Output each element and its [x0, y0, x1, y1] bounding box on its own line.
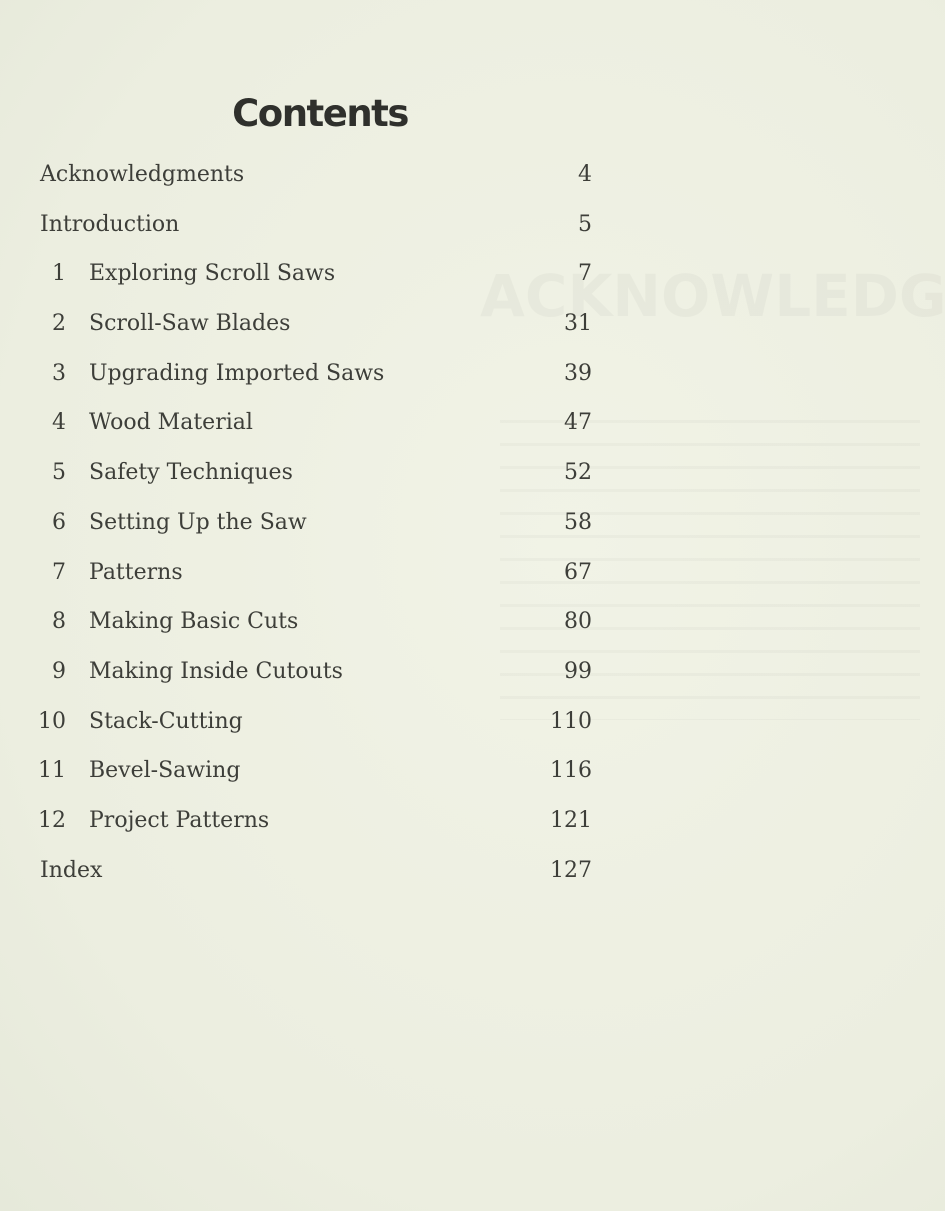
toc-entry: [0, 548, 640, 598]
toc-entry: [0, 249, 640, 299]
toc-page-number: 47: [564, 410, 592, 436]
toc-entry-title: Upgrading Imported Saws: [89, 360, 385, 386]
toc-entry: [0, 200, 640, 250]
toc-chapter-number: 4: [52, 410, 66, 436]
toc-chapter-number: 12: [38, 807, 66, 833]
toc-chapter-number: 2: [52, 311, 66, 337]
toc-entry-title: Introduction: [40, 211, 180, 237]
toc-chapter-number: 5: [52, 460, 66, 486]
table-of-contents: [0, 150, 640, 895]
toc-entry-title: Scroll-Saw Blades: [89, 311, 291, 337]
toc-entry-title: Project Patterns: [89, 807, 270, 833]
toc-page-number: 58: [564, 509, 592, 535]
toc-page-number: 31: [564, 311, 592, 337]
toc-page-number: 39: [564, 360, 592, 386]
toc-page-number: 7: [578, 261, 592, 287]
toc-entry: [0, 498, 640, 548]
toc-entry: [0, 746, 640, 796]
toc-entry-title: Exploring Scroll Saws: [89, 261, 336, 287]
toc-page-number: 110: [550, 708, 592, 734]
toc-chapter-number: 1: [52, 261, 66, 287]
toc-entry-title: Patterns: [89, 559, 183, 585]
toc-entry-title: Acknowledgments: [40, 162, 245, 187]
toc-page-number: 67: [564, 559, 592, 585]
toc-entry: [0, 647, 640, 697]
toc-entry: [0, 597, 640, 647]
toc-page-number: 5: [578, 211, 592, 237]
toc-entry-title: Stack-Cutting: [89, 708, 243, 734]
toc-chapter-number: 3: [52, 360, 66, 386]
toc-chapter-number: 11: [38, 758, 66, 784]
toc-entry-title: Wood Material: [89, 410, 253, 436]
toc-entry-title: Making Inside Cutouts: [89, 658, 343, 684]
toc-chapter-number: 9: [52, 658, 66, 684]
toc-entry: [0, 349, 640, 399]
toc-entry-title: Making Basic Cuts: [89, 609, 299, 635]
toc-page-number: 127: [550, 857, 592, 883]
toc-page-number: 52: [564, 460, 592, 486]
toc-entry: [0, 299, 640, 349]
toc-entry: [0, 150, 640, 200]
toc-entry: [0, 846, 640, 896]
toc-chapter-number: 10: [38, 708, 66, 734]
toc-entry: [0, 448, 640, 498]
toc-entry: [0, 398, 640, 448]
toc-entry: [0, 796, 640, 846]
toc-entry-title: Safety Techniques: [89, 460, 293, 486]
toc-page-number: 121: [550, 807, 592, 833]
toc-entry-title: Bevel-Sawing: [89, 758, 241, 784]
toc-page-number: 116: [550, 758, 592, 784]
toc-page-number: 80: [564, 609, 592, 635]
toc-page-number: 4: [578, 162, 592, 187]
toc-page-number: 99: [564, 658, 592, 684]
page-title: Contents: [232, 92, 408, 135]
toc-chapter-number: 8: [52, 609, 66, 635]
toc-entry: [0, 697, 640, 747]
toc-entry-title: Setting Up the Saw: [89, 509, 307, 535]
toc-chapter-number: 7: [52, 559, 66, 585]
toc-chapter-number: 6: [52, 509, 66, 535]
toc-entry-title: Index: [40, 857, 103, 883]
